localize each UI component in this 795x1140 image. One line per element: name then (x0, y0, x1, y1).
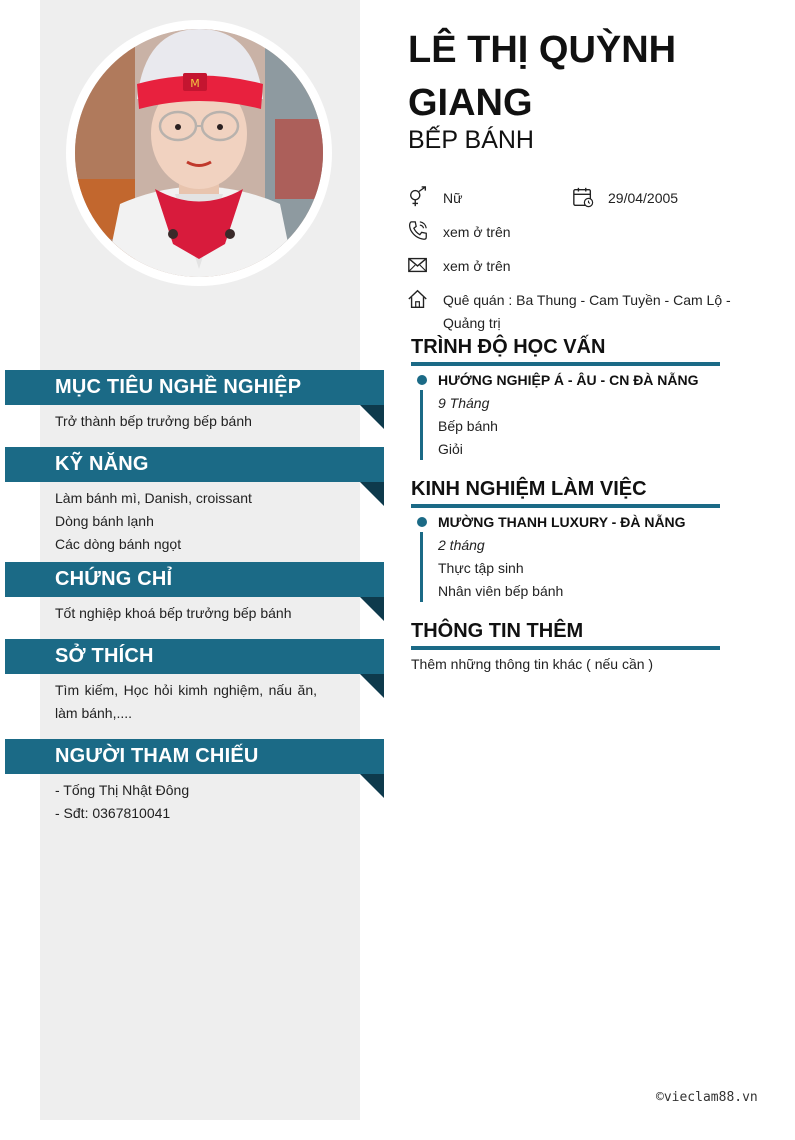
gender-value: Nữ (443, 190, 463, 206)
address-value: Quê quán : Ba Thung - Cam Tuyền - Cam Lộ - Quảng trị (443, 292, 731, 331)
hobbies-title: SỞ THÍCH (55, 645, 154, 667)
hobbies-header (5, 639, 384, 674)
phone-icon (407, 220, 429, 242)
skills-header (5, 447, 384, 482)
certificates-header (5, 562, 384, 597)
skills-title: KỸ NĂNG (55, 453, 149, 475)
avatar (75, 29, 323, 277)
education-divider (411, 362, 720, 366)
skills-fold (360, 482, 384, 506)
home-icon (407, 288, 429, 310)
objective-fold (360, 405, 384, 429)
job-title: BẾP BÁNH (408, 126, 534, 154)
objective-line: Trở thành bếp trưởng bếp bánh (55, 413, 252, 429)
certificates-list (55, 602, 320, 625)
hobbies-text: Tìm kiếm, Học hỏi kimh nghiệm, nấu ăn, làm bánh,.... (55, 682, 317, 721)
experience-divider (411, 504, 720, 508)
additional-divider (411, 646, 720, 650)
skill-item: Các dòng bánh ngọt (55, 536, 182, 552)
gender-icon (407, 186, 429, 208)
additional-text: Thêm những thông tin khác ( nếu cần ) (411, 656, 654, 672)
education-title: TRÌNH ĐỘ HỌC VẤN (411, 336, 606, 358)
skill-item: Làm bánh mì, Danish, croissant (55, 490, 252, 506)
references-list (55, 779, 320, 825)
certificate-item: Tốt nghiệp khoá bếp trưởng bếp bánh (55, 605, 292, 621)
objective-text (55, 410, 320, 433)
education-grade: Giỏi (438, 441, 463, 457)
education-duration: 9 Tháng (438, 395, 490, 411)
education-bullet (417, 375, 427, 385)
references-header (5, 739, 384, 774)
objective-header (5, 370, 384, 405)
email-value: xem ở trên (443, 258, 511, 274)
certificates-fold (360, 597, 384, 621)
birthday-value: 29/04/2005 (608, 190, 679, 206)
experience-title: KINH NGHIỆM LÀM VIỆC (411, 478, 647, 500)
skills-list (55, 487, 320, 556)
svg-text:M: M (190, 77, 200, 90)
phone-value: xem ở trên (443, 224, 511, 240)
experience-duration: 2 tháng (438, 537, 485, 553)
email-icon (407, 254, 429, 276)
experience-position: Nhân viên bếp bánh (438, 583, 564, 599)
experience-bullet (417, 517, 427, 527)
references-fold (360, 774, 384, 798)
education-school: HƯỚNG NGHIỆP Á - ÂU - CN ĐÀ NẴNG (438, 372, 699, 388)
full-name: LÊ THỊ QUỲNH GIANG (408, 29, 677, 124)
experience-role: Thực tập sinh (438, 560, 524, 576)
education-timeline (420, 390, 423, 460)
skill-item: Dòng bánh lạnh (55, 513, 154, 529)
calendar-icon (572, 186, 594, 208)
objective-title: MỤC TIÊU NGHỀ NGHIỆP (55, 376, 302, 398)
education-major: Bếp bánh (438, 418, 498, 434)
experience-company: MƯỜNG THANH LUXURY - ĐÀ NẴNG (438, 514, 686, 530)
watermark: ©vieclam88.vn (656, 1090, 758, 1105)
certificates-title: CHỨNG CHỈ (55, 568, 173, 590)
experience-timeline (420, 532, 423, 602)
reference-name: - Tống Thị Nhật Đông (55, 782, 190, 798)
references-title: NGƯỜI THAM CHIẾU (55, 745, 259, 767)
reference-phone: - Sđt: 0367810041 (55, 805, 171, 821)
hobbies-fold (360, 674, 384, 698)
additional-title: THÔNG TIN THÊM (411, 620, 584, 642)
